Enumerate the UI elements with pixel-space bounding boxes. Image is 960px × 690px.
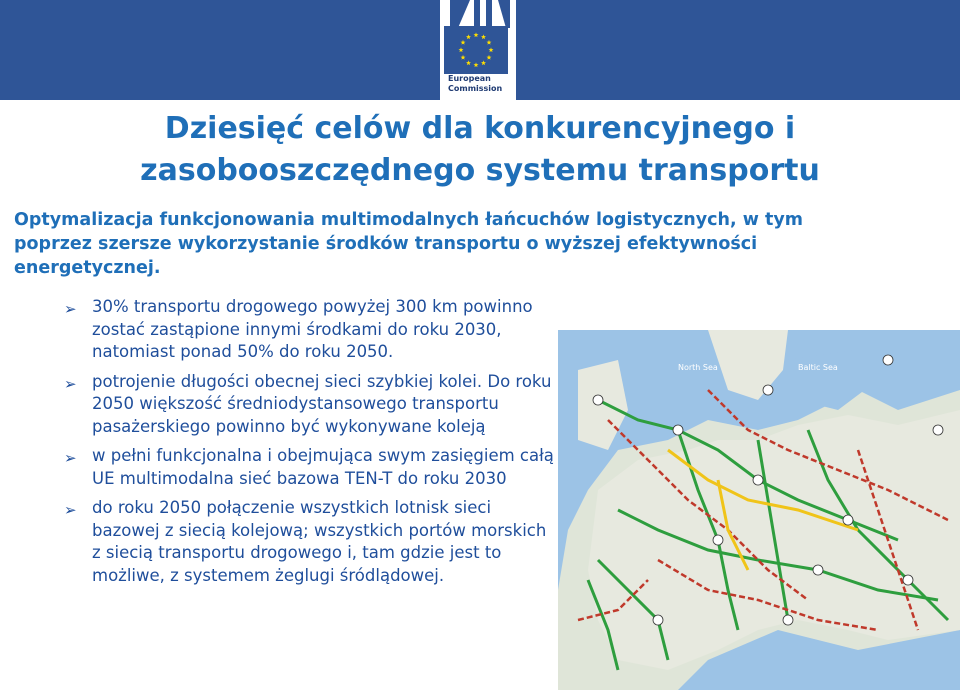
list-item — [64, 371, 554, 439]
north-sea-label: North Sea — [678, 363, 718, 372]
bullet-arrow-icon: ➢ — [64, 501, 77, 519]
bullet-text: potrojenie długości obecnej sieci szybkiej kolei. Do roku 2050 większość średniodystansowego transportu pasażerskiego powinno być wykonywane koleją — [92, 371, 552, 436]
baltic-sea-label: Baltic Sea — [798, 363, 838, 372]
list-item — [64, 296, 554, 364]
page-title: Dziesięć celów dla konkurencyjnego i zasobooszczędnego systemu transportu — [140, 111, 820, 188]
bullet-text: do roku 2050 połączenie wszystkich lotnisk sieci bazowej z siecią kolejową; wszystkich portów morskich z siecią transportu drogowego i, tam gdzie jest to możliwe, z systemem żeglugi śródlądowej. — [92, 498, 547, 585]
list-item — [64, 445, 554, 490]
map-svg — [558, 330, 960, 690]
ten-t-network-map — [558, 330, 960, 690]
bullet-arrow-icon: ➢ — [64, 300, 77, 318]
bullet-text: 30% transportu drogowego powyżej 300 km powinno zostać zastąpione innymi środkami do roku 2030, natomiast ponad 50% do roku 2050. — [92, 297, 533, 361]
bullet-list — [64, 296, 554, 594]
european-commission-logo — [440, 0, 516, 104]
intro-text: Optymalizacja funkcjonowania multimodalnych łańcuchów logistycznych, w tym poprzez szersze wykorzystanie środków transportu o wyższej efektywności energetycznej. — [14, 210, 804, 278]
list-item — [64, 497, 554, 587]
berlaymont-building-icon — [450, 0, 510, 28]
bullet-arrow-icon: ➢ — [64, 374, 77, 393]
eu-flag-icon — [444, 26, 508, 74]
bullet-text: w pełni funkcjonalna i obejmująca swym zasięgiem całą UE multimodalna sieć bazowa TEN-T do roku 2030 — [92, 446, 554, 488]
logo-text: European Commission — [448, 74, 503, 93]
bullet-arrow-icon: ➢ — [64, 449, 77, 467]
